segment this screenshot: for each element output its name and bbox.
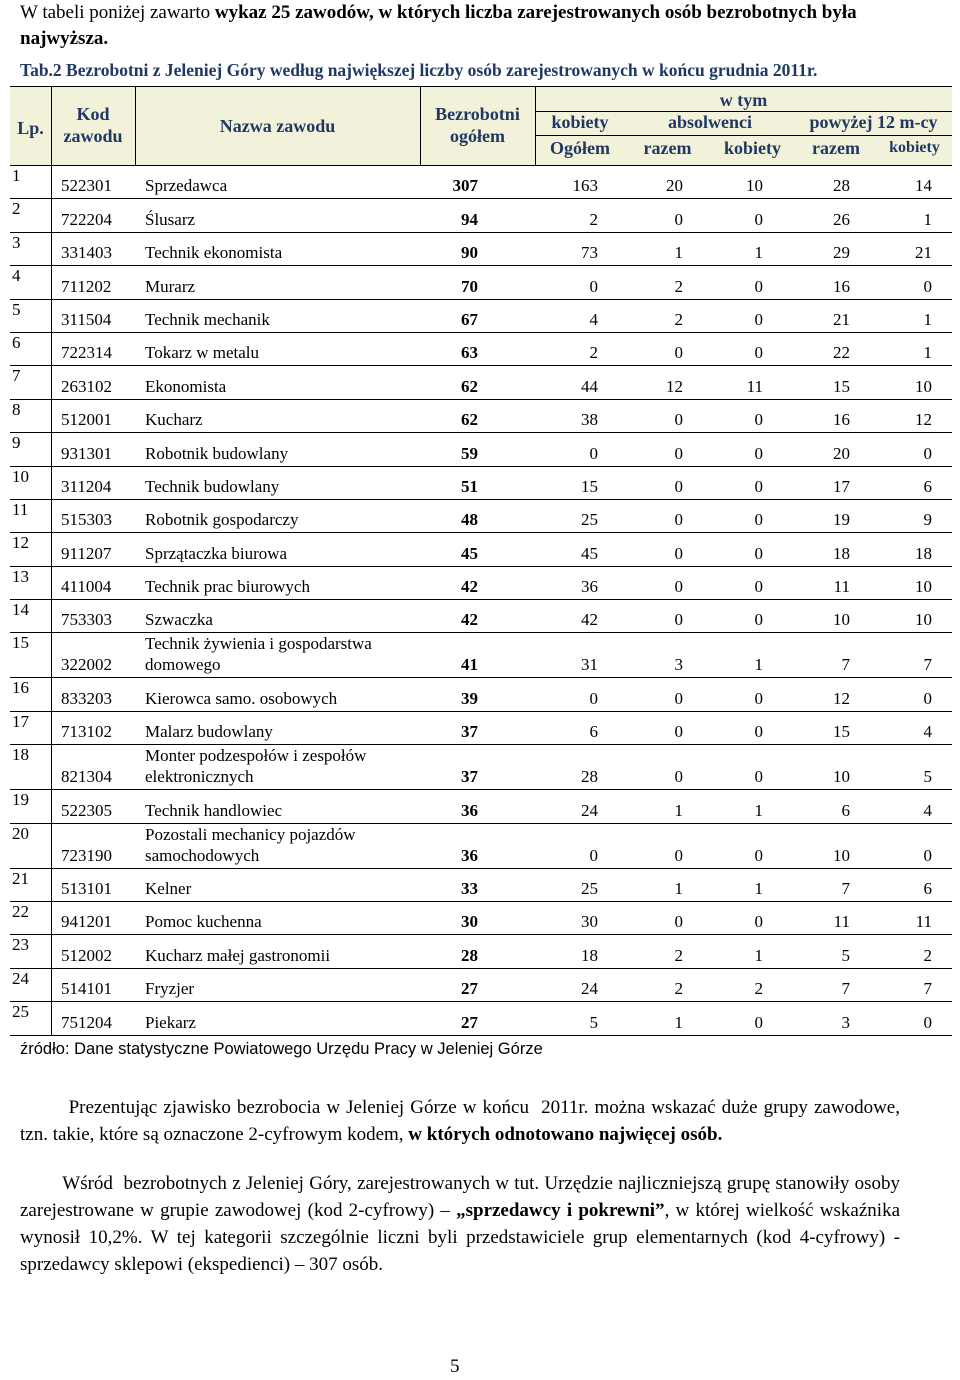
row-absolwenci-kobiety: 0	[754, 510, 763, 530]
header-powyzej: powyżej 12 m-cy	[809, 112, 938, 132]
row-kobiety-ogolem: 45	[581, 543, 598, 563]
row-absolwenci-kobiety: 0	[754, 722, 763, 742]
paragraph-1-bold: w których odnotowano najwięcej osób.	[408, 1124, 723, 1145]
header-nazwa: Nazwa zawodu	[219, 116, 336, 136]
row-powyzej-kobiety: 7	[923, 979, 932, 999]
table-row	[10, 533, 952, 566]
row-nazwa: Technik ekonomista	[145, 243, 283, 263]
intro-bold-text: wykaz 25 zawodów, w których liczba zarejestrowanych osób bezrobotnych była najwyższa.	[20, 2, 857, 49]
row-powyzej-kobiety: 6	[923, 879, 932, 899]
row-kod: 753303	[61, 610, 112, 630]
row-powyzej-razem: 7	[841, 879, 850, 899]
row-powyzej-kobiety: 5	[923, 767, 932, 787]
row-absolwenci-kobiety: 0	[754, 543, 763, 563]
row-absolwenci-razem: 1	[674, 1012, 683, 1032]
row-absolwenci-kobiety: 0	[754, 1012, 763, 1032]
row-nazwa: Sprzątaczka biurowa	[145, 543, 288, 563]
paragraph-1	[20, 1094, 905, 1148]
row-lp: 12	[12, 533, 29, 553]
header-kobiety-absolwenci: kobiety	[723, 138, 781, 158]
row-powyzej-kobiety: 1	[923, 209, 932, 229]
row-powyzej-razem: 15	[833, 722, 850, 742]
intro-paragraph	[20, 0, 940, 52]
row-kod: 513101	[61, 879, 112, 899]
row-absolwenci-razem: 3	[674, 655, 683, 675]
row-bezrobotni-ogolem: 36	[461, 845, 478, 865]
row-kod: 911207	[61, 543, 112, 563]
row-bezrobotni-ogolem: 307	[452, 176, 478, 196]
row-nazwa: Kelner	[145, 879, 192, 899]
row-absolwenci-kobiety: 0	[754, 410, 763, 430]
table-source: źródło: Dane statystyczne Powiatowego Urzędu Pracy w Jeleniej Górze	[20, 1040, 543, 1058]
paragraph-1-text: Prezentując zjawisko bezrobocia w Jeleniej Górze w końcu 2011r. można wskazać duże grupy zawodowe, tzn. takie, które są oznaczone 2-cyfrowym kodem,	[20, 1097, 905, 1145]
table-body	[10, 166, 952, 1036]
row-nazwa: Technik handlowiec	[145, 800, 283, 820]
row-kobiety-ogolem: 0	[589, 845, 598, 865]
table-row	[10, 969, 952, 1002]
row-powyzej-kobiety: 0	[923, 688, 932, 708]
row-absolwenci-razem: 0	[674, 209, 683, 229]
row-powyzej-razem: 10	[833, 767, 850, 787]
row-lp: 9	[12, 433, 21, 453]
table-row	[10, 902, 952, 935]
row-nazwa: Szwaczka	[145, 610, 213, 630]
row-kod: 322002	[61, 655, 112, 675]
row-absolwenci-razem: 0	[674, 410, 683, 430]
row-powyzej-razem: 11	[833, 577, 850, 597]
table-row	[10, 467, 952, 500]
table-row	[10, 790, 952, 823]
row-absolwenci-kobiety: 0	[754, 610, 763, 630]
row-kod: 821304	[61, 767, 112, 787]
row-powyzej-kobiety: 9	[923, 510, 932, 530]
table-row	[10, 824, 952, 869]
row-lp: 5	[12, 299, 21, 319]
row-bezrobotni-ogolem: 36	[461, 800, 478, 820]
row-absolwenci-kobiety: 0	[754, 309, 763, 329]
paragraph-2	[20, 1170, 905, 1278]
row-lp: 23	[12, 935, 29, 955]
header-razem-powyzej: razem	[812, 138, 860, 158]
row-absolwenci-razem: 0	[674, 510, 683, 530]
row-kobiety-ogolem: 24	[581, 800, 598, 820]
table-row	[10, 199, 952, 232]
paragraph-2-text-end: , w której wielkość wskaźnika wynosił 10,2%. W tej kategorii szczególnie liczni byli przedstawiciele grup elementarnych (kod 4-cyfrowy) - sprzedawcy sklepowi (ekspedienci) – 307 osób.	[20, 1200, 901, 1275]
row-bezrobotni-ogolem: 27	[461, 1012, 478, 1032]
row-nazwa: Kucharz małej gastronomii	[145, 945, 331, 965]
table-caption: Tab.2 Bezrobotni z Jeleniej Góry według największej liczby osób zarejestrowanych w końcu grudnia 2011r.	[20, 60, 818, 80]
row-kobiety-ogolem: 24	[581, 979, 598, 999]
header-kobiety: kobiety	[551, 112, 609, 132]
row-powyzej-razem: 10	[833, 610, 850, 630]
row-kod: 941201	[61, 912, 112, 932]
row-powyzej-kobiety: 12	[915, 410, 932, 430]
row-absolwenci-razem: 0	[674, 443, 683, 463]
row-nazwa: Robotnik budowlany	[145, 443, 289, 463]
row-powyzej-razem: 28	[833, 176, 850, 196]
row-absolwenci-razem: 2	[674, 945, 683, 965]
row-absolwenci-razem: 2	[674, 979, 683, 999]
row-kobiety-ogolem: 31	[581, 655, 598, 675]
row-absolwenci-kobiety: 1	[754, 879, 763, 899]
row-absolwenci-kobiety: 1	[754, 945, 763, 965]
row-kobiety-ogolem: 25	[581, 879, 598, 899]
row-nazwa: Technik budowlany	[145, 476, 280, 496]
header-absolwenci: absolwenci	[667, 112, 752, 132]
row-kod: 931301	[61, 443, 112, 463]
row-absolwenci-kobiety: 0	[754, 767, 763, 787]
row-powyzej-razem: 5	[841, 945, 850, 965]
row-nazwa: Pomoc kuchenna	[145, 912, 262, 932]
row-nazwa: Ślusarz	[145, 209, 196, 229]
row-kobiety-ogolem: 2	[589, 209, 598, 229]
row-absolwenci-kobiety: 10	[746, 176, 763, 196]
row-kobiety-ogolem: 25	[581, 510, 598, 530]
row-kobiety-ogolem: 44	[581, 376, 598, 396]
row-powyzej-razem: 11	[833, 912, 850, 932]
row-absolwenci-kobiety: 11	[746, 376, 763, 396]
row-powyzej-razem: 7	[841, 655, 850, 675]
row-absolwenci-razem: 2	[674, 309, 683, 329]
row-lp: 3	[12, 232, 21, 252]
row-powyzej-razem: 29	[833, 243, 850, 263]
table-row	[10, 567, 952, 600]
row-bezrobotni-ogolem: 27	[461, 979, 478, 999]
intro-text: W tabeli poniżej zawarto	[20, 2, 215, 23]
table-row	[10, 500, 952, 533]
row-lp: 18	[12, 745, 29, 765]
row-bezrobotni-ogolem: 37	[461, 767, 478, 787]
row-absolwenci-razem: 20	[666, 176, 683, 196]
row-bezrobotni-ogolem: 63	[461, 343, 478, 363]
row-kobiety-ogolem: 38	[581, 410, 598, 430]
table-row	[10, 1002, 952, 1035]
row-powyzej-kobiety: 4	[923, 722, 932, 742]
row-powyzej-razem: 16	[833, 410, 850, 430]
row-kod: 311204	[61, 476, 112, 496]
row-bezrobotni-ogolem: 94	[461, 209, 478, 229]
row-lp: 13	[12, 566, 29, 586]
table-row	[10, 400, 952, 433]
row-powyzej-kobiety: 10	[915, 577, 932, 597]
table-row	[10, 366, 952, 399]
header-bezrobotni: Bezrobotni ogółem	[435, 104, 520, 146]
header-lp: Lp.	[17, 118, 44, 138]
table-header	[10, 86, 952, 166]
row-lp: 15	[12, 633, 29, 653]
row-kobiety-ogolem: 5	[589, 1012, 598, 1032]
row-kobiety-ogolem: 42	[581, 610, 598, 630]
row-nazwa: Kierowca samo. osobowych	[145, 688, 338, 708]
row-absolwenci-razem: 12	[666, 376, 683, 396]
row-lp: 1	[12, 166, 21, 185]
row-absolwenci-razem: 0	[674, 543, 683, 563]
row-nazwa: Technik prac biurowych	[145, 577, 310, 597]
table-row	[10, 433, 952, 466]
row-lp: 19	[12, 790, 29, 810]
row-powyzej-kobiety: 7	[923, 655, 932, 675]
row-kobiety-ogolem: 18	[581, 945, 598, 965]
row-lp: 11	[12, 499, 29, 519]
row-powyzej-razem: 15	[833, 376, 850, 396]
row-kod: 512002	[61, 945, 112, 965]
row-bezrobotni-ogolem: 41	[461, 655, 478, 675]
row-powyzej-razem: 12	[833, 688, 850, 708]
row-kod: 263102	[61, 376, 112, 396]
row-kod: 751204	[61, 1012, 112, 1032]
row-nazwa: Technik żywienia i gospodarstwa domowego	[145, 634, 372, 675]
row-powyzej-kobiety: 14	[915, 176, 932, 196]
table-row	[10, 300, 952, 333]
paragraph-2-text: Wśród bezrobotnych z Jeleniej Góry, zarejestrowanych w tut. Urzędzie najliczniejszą grupę stanowiły osoby zarejestrowane w grupie zawodowej (kod 2-cyfrowy) –	[20, 1173, 905, 1221]
row-powyzej-kobiety: 4	[923, 800, 932, 820]
row-kod: 713102	[61, 722, 112, 742]
row-kod: 522301	[61, 176, 112, 196]
row-absolwenci-razem: 1	[674, 800, 683, 820]
row-powyzej-kobiety: 1	[923, 309, 932, 329]
row-powyzej-kobiety: 21	[915, 243, 932, 263]
row-nazwa: Tokarz w metalu	[145, 343, 259, 363]
row-kobiety-ogolem: 6	[589, 722, 598, 742]
row-powyzej-kobiety: 11	[915, 912, 932, 932]
row-lp: 25	[12, 1002, 29, 1022]
row-kobiety-ogolem: 36	[581, 577, 598, 597]
row-absolwenci-kobiety: 0	[754, 845, 763, 865]
row-absolwenci-razem: 0	[674, 767, 683, 787]
row-absolwenci-kobiety: 1	[754, 243, 763, 263]
row-absolwenci-kobiety: 0	[754, 276, 763, 296]
row-powyzej-razem: 26	[833, 209, 850, 229]
row-bezrobotni-ogolem: 90	[461, 243, 478, 263]
row-powyzej-razem: 3	[841, 1012, 850, 1032]
table-row	[10, 633, 952, 678]
row-bezrobotni-ogolem: 51	[461, 476, 478, 496]
row-lp: 10	[12, 466, 29, 486]
header-razem-absolwenci: razem	[643, 138, 692, 158]
row-kod: 711202	[61, 276, 112, 296]
header-kod: Kod zawodu	[63, 104, 123, 146]
row-powyzej-kobiety: 10	[915, 610, 932, 630]
row-bezrobotni-ogolem: 37	[461, 722, 478, 742]
row-kod: 522305	[61, 800, 112, 820]
row-lp: 6	[12, 332, 21, 352]
row-powyzej-razem: 19	[833, 510, 850, 530]
row-nazwa: Kucharz	[145, 410, 203, 430]
table-row	[10, 266, 952, 299]
row-absolwenci-razem: 0	[674, 343, 683, 363]
row-absolwenci-kobiety: 0	[754, 912, 763, 932]
row-absolwenci-kobiety: 0	[754, 688, 763, 708]
row-absolwenci-razem: 0	[674, 688, 683, 708]
row-nazwa: Robotnik gospodarczy	[145, 510, 299, 530]
row-bezrobotni-ogolem: 62	[461, 410, 478, 430]
row-powyzej-razem: 6	[841, 800, 850, 820]
row-kobiety-ogolem: 163	[572, 176, 598, 196]
row-absolwenci-razem: 2	[674, 276, 683, 296]
row-powyzej-razem: 18	[833, 543, 850, 563]
row-kod: 512001	[61, 410, 112, 430]
row-powyzej-razem: 7	[841, 979, 850, 999]
table-row	[10, 712, 952, 745]
row-absolwenci-razem: 0	[674, 845, 683, 865]
row-bezrobotni-ogolem: 42	[461, 610, 478, 630]
table-row	[10, 745, 952, 790]
row-lp: 17	[12, 711, 29, 731]
row-absolwenci-razem: 0	[674, 610, 683, 630]
row-kobiety-ogolem: 0	[589, 688, 598, 708]
row-absolwenci-kobiety: 1	[754, 655, 763, 675]
row-absolwenci-razem: 0	[674, 912, 683, 932]
row-nazwa: Pozostali mechanicy pojazdów samochodowych	[145, 824, 356, 865]
row-absolwenci-razem: 0	[674, 577, 683, 597]
row-absolwenci-razem: 1	[674, 243, 683, 263]
row-bezrobotni-ogolem: 42	[461, 577, 478, 597]
row-absolwenci-razem: 0	[674, 722, 683, 742]
row-powyzej-kobiety: 10	[915, 376, 932, 396]
row-powyzej-razem: 10	[833, 845, 850, 865]
row-nazwa: Malarz budowlany	[145, 722, 273, 742]
row-nazwa: Murarz	[145, 276, 196, 296]
row-bezrobotni-ogolem: 33	[461, 879, 478, 899]
row-absolwenci-kobiety: 0	[754, 577, 763, 597]
row-bezrobotni-ogolem: 28	[461, 945, 478, 965]
row-bezrobotni-ogolem: 48	[461, 510, 478, 530]
row-powyzej-razem: 22	[833, 343, 850, 363]
row-absolwenci-kobiety: 0	[754, 443, 763, 463]
header-w-tym: w tym	[719, 90, 768, 110]
row-lp: 20	[12, 823, 29, 843]
row-nazwa: Monter podzespołów i zespołów elektronicznych	[145, 746, 367, 787]
row-kod: 515303	[61, 510, 112, 530]
row-lp: 24	[12, 968, 29, 988]
row-bezrobotni-ogolem: 39	[461, 688, 478, 708]
row-kobiety-ogolem: 28	[581, 767, 598, 787]
row-powyzej-kobiety: 0	[923, 845, 932, 865]
row-kod: 331403	[61, 243, 112, 263]
page-number: 5	[450, 1356, 460, 1377]
row-lp: 4	[12, 266, 21, 286]
row-kod: 722204	[61, 209, 112, 229]
row-powyzej-kobiety: 1	[923, 343, 932, 363]
table-row	[10, 935, 952, 968]
row-absolwenci-kobiety: 1	[754, 800, 763, 820]
row-bezrobotni-ogolem: 62	[461, 376, 478, 396]
row-kod: 411004	[61, 577, 112, 597]
row-bezrobotni-ogolem: 45	[461, 543, 478, 563]
table-row	[10, 678, 952, 711]
row-absolwenci-kobiety: 2	[754, 979, 763, 999]
row-nazwa: Technik mechanik	[145, 309, 270, 329]
table-row	[10, 869, 952, 902]
row-absolwenci-kobiety: 0	[754, 209, 763, 229]
row-kobiety-ogolem: 4	[589, 309, 598, 329]
row-powyzej-razem: 20	[833, 443, 850, 463]
row-absolwenci-kobiety: 0	[754, 343, 763, 363]
header-ogolem: Ogółem	[550, 138, 610, 158]
row-powyzej-kobiety: 0	[923, 1012, 932, 1032]
row-powyzej-razem: 16	[833, 276, 850, 296]
row-bezrobotni-ogolem: 67	[461, 309, 478, 329]
row-kobiety-ogolem: 2	[589, 343, 598, 363]
row-powyzej-kobiety: 0	[923, 443, 932, 463]
row-kod: 311504	[61, 309, 112, 329]
table-row	[10, 166, 952, 199]
row-bezrobotni-ogolem: 59	[461, 443, 478, 463]
paragraph-2-bold: „sprzedawcy i pokrewni”	[456, 1200, 665, 1221]
row-kobiety-ogolem: 73	[581, 243, 598, 263]
row-kobiety-ogolem: 15	[581, 476, 598, 496]
row-nazwa: Sprzedawca	[145, 176, 228, 196]
row-kod: 514101	[61, 979, 112, 999]
header-kobiety-powyzej: kobiety	[889, 139, 940, 156]
row-kod: 833203	[61, 688, 112, 708]
row-powyzej-kobiety: 0	[923, 276, 932, 296]
row-kod: 723190	[61, 845, 112, 865]
row-lp: 16	[12, 678, 29, 698]
row-lp: 2	[12, 199, 21, 219]
row-lp: 14	[12, 600, 29, 620]
row-lp: 21	[12, 868, 29, 888]
row-powyzej-kobiety: 2	[923, 945, 932, 965]
table-row	[10, 233, 952, 266]
row-lp: 22	[12, 902, 29, 922]
row-powyzej-kobiety: 6	[923, 476, 932, 496]
row-kod: 722314	[61, 343, 112, 363]
row-absolwenci-kobiety: 0	[754, 476, 763, 496]
row-absolwenci-razem: 0	[674, 476, 683, 496]
row-powyzej-razem: 21	[833, 309, 850, 329]
row-nazwa: Ekonomista	[145, 376, 227, 396]
row-powyzej-kobiety: 18	[915, 543, 932, 563]
table-row	[10, 600, 952, 633]
row-lp: 8	[12, 399, 21, 419]
table-row	[10, 333, 952, 366]
row-lp: 7	[12, 366, 21, 386]
row-bezrobotni-ogolem: 70	[461, 276, 478, 296]
row-kobiety-ogolem: 0	[589, 276, 598, 296]
row-bezrobotni-ogolem: 30	[461, 912, 478, 932]
row-absolwenci-razem: 1	[674, 879, 683, 899]
row-nazwa: Fryzjer	[145, 979, 195, 999]
row-kobiety-ogolem: 0	[589, 443, 598, 463]
row-kobiety-ogolem: 30	[581, 912, 598, 932]
row-nazwa: Piekarz	[145, 1012, 196, 1032]
row-powyzej-razem: 17	[833, 476, 850, 496]
